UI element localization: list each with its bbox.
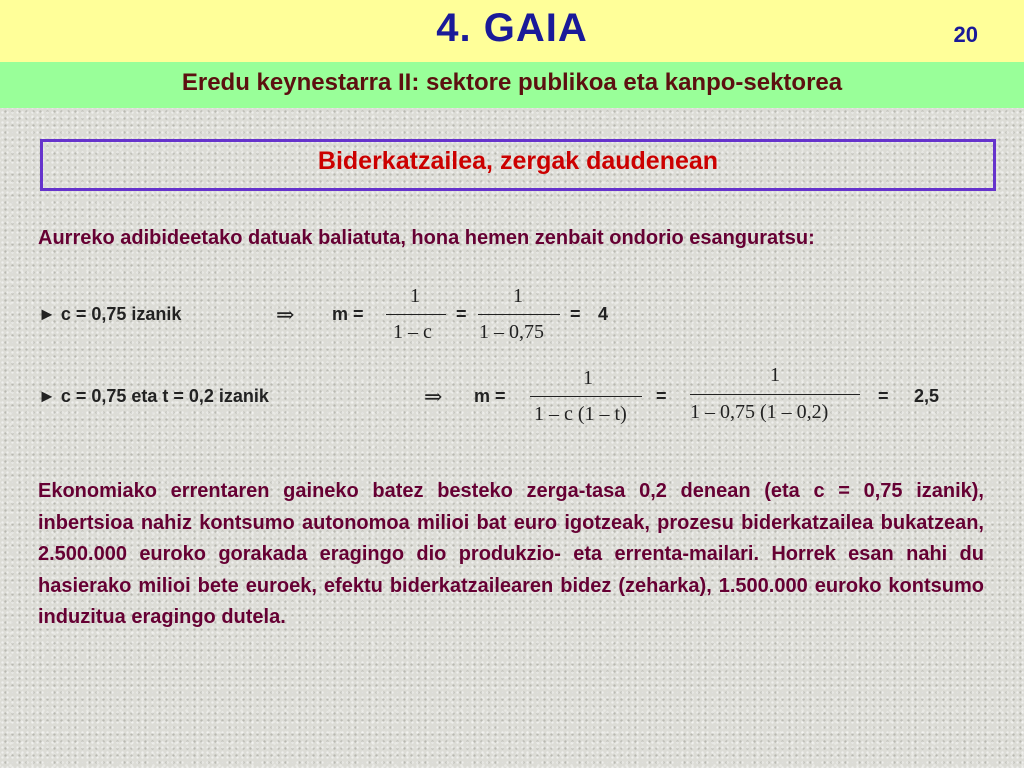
equation-2-result: 2,5 — [914, 386, 940, 406]
fraction-2-bar — [690, 394, 860, 395]
equals-sign: = — [570, 304, 581, 324]
fraction-1-numerator: 1 — [583, 367, 593, 389]
fraction-1-denominator: 1 – c (1 – t) — [534, 403, 627, 425]
fraction-2-denominator: 1 – 0,75 — [479, 321, 544, 343]
conclusion-paragraph: Ekonomiako errentaren gaineko batez besteko zerga-tasa 0,2 denean (eta c = 0,75 izanik), inbertsioa nahiz kontsumo autonomoa milioi bat euro igotzeak, prozesu biderkatzailea bukatzean, 2.500.000 euroko gorakada eragingo dio produkzio- eta errenta-mailari. Horrek esan nahi du hasierako milioi bete euroek, efektu biderkatzailearen bidez (zeharka), 1.500.000 euroko kontsumo induzitua eragingo dutela. — [38, 480, 984, 628]
equals-sign: = — [656, 386, 667, 406]
slide-number: 20 — [953, 22, 978, 47]
equation-2-condition: ► c = 0,75 eta t = 0,2 izanik — [38, 386, 269, 406]
page-title: 4. GAIA — [436, 6, 588, 50]
fraction-2-bar — [478, 314, 560, 315]
equals-sign: = — [878, 386, 889, 406]
equation-1-condition: ► c = 0,75 izanik — [38, 304, 182, 324]
fraction-1-bar — [530, 396, 642, 397]
equals-sign: = — [456, 304, 467, 324]
page-subtitle: Eredu keynestarra II: sektore publikoa eta kanpo-sektorea — [181, 69, 843, 96]
fraction-2-denominator: 1 – 0,75 (1 – 0,2) — [690, 401, 829, 423]
fraction-1-bar — [386, 314, 446, 315]
fraction-1-denominator: 1 – c — [393, 321, 432, 343]
implies-symbol: ⇒ — [276, 302, 295, 327]
fraction-2-numerator: 1 — [770, 364, 780, 386]
multiplier-label: m = — [332, 304, 364, 324]
equation-1-result: 4 — [598, 304, 609, 324]
section-title: Biderkatzailea, zergak daudenean — [317, 147, 719, 175]
multiplier-label: m = — [474, 386, 506, 406]
intro-paragraph: Aurreko adibideetako datuak baliatuta, hona hemen zenbait ondorio esanguratsu: — [38, 227, 815, 249]
implies-symbol: ⇒ — [424, 384, 443, 409]
fraction-2-numerator: 1 — [513, 285, 523, 307]
fraction-1-numerator: 1 — [410, 285, 420, 307]
